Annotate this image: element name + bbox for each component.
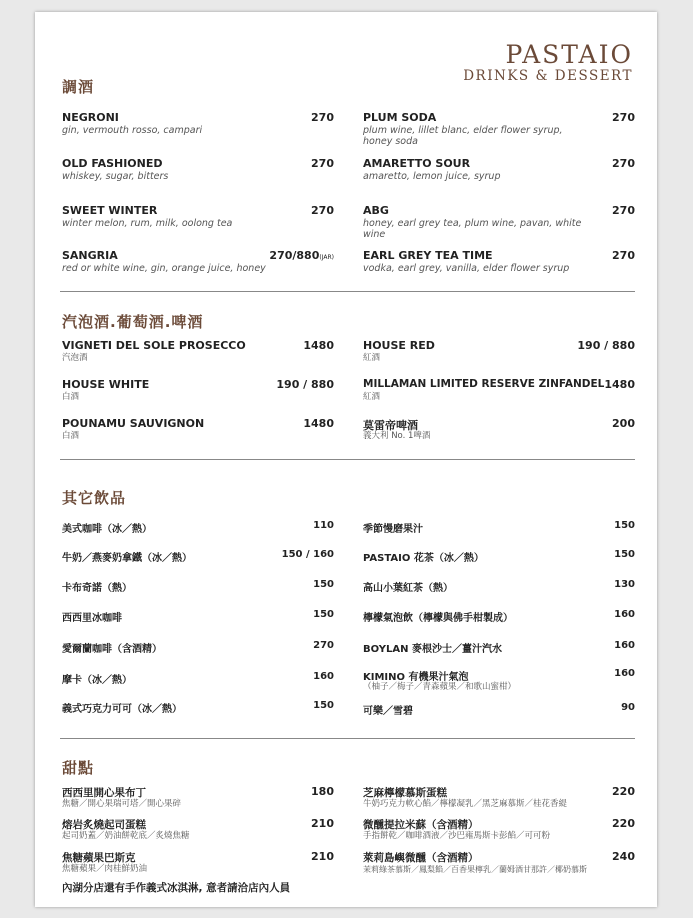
item-price: 270 bbox=[311, 157, 334, 170]
item-subtitle: 焦糖蘋果／肉桂鮮奶油 bbox=[62, 864, 148, 874]
item-price: 150 bbox=[614, 520, 635, 531]
item-price: 180 bbox=[311, 785, 334, 798]
item-subtitle: （柚子／梅子／青森蘋果／和歌山蜜柑） bbox=[363, 682, 517, 692]
item-name: 芝麻檸檬慕斯蛋糕 bbox=[363, 787, 447, 799]
item-price-value: 270/880 bbox=[269, 249, 320, 262]
item-desc: red or white wine, gin, orange juice, honey bbox=[62, 263, 266, 274]
item-desc: vodka, earl grey, vanilla, elder flower syrup bbox=[363, 263, 570, 274]
item-price: 150 bbox=[313, 700, 334, 711]
item-name: VIGNETI DEL SOLE PROSECCO bbox=[62, 339, 246, 352]
item-name: 高山小葉紅茶（熱） bbox=[363, 583, 453, 594]
item-name: 季節慢磨果汁 bbox=[363, 524, 423, 535]
item-name: 愛爾蘭咖啡（含酒精） bbox=[62, 644, 162, 655]
item-price: 150 bbox=[313, 609, 334, 620]
item-subtitle: 白酒 bbox=[62, 431, 80, 441]
item-price: 160 bbox=[313, 671, 334, 682]
item-price: 270 bbox=[612, 157, 635, 170]
item-price: 160 bbox=[614, 609, 635, 620]
item-name: 卡布奇諾（熱） bbox=[62, 583, 132, 594]
item-price: 220 bbox=[612, 817, 635, 830]
item-subtitle: 白酒 bbox=[62, 392, 80, 402]
item-price: 270 bbox=[313, 640, 334, 651]
item-name: EARL GREY TEA TIME bbox=[363, 249, 493, 262]
section-title-cocktails: 調酒 bbox=[62, 78, 95, 96]
item-name: HOUSE WHITE bbox=[62, 378, 150, 391]
item-name: AMARETTO SOUR bbox=[363, 157, 471, 170]
brand-logo bbox=[463, 42, 633, 84]
item-name: 美式咖啡（冰／熱） bbox=[62, 524, 152, 535]
menu-page bbox=[35, 12, 657, 907]
item-price: 130 bbox=[614, 579, 635, 590]
item-desc: whiskey, sugar, bitters bbox=[62, 171, 169, 182]
item-name: 萊莉島嶼微醺（含酒精） bbox=[363, 852, 479, 864]
item-subtitle: 紅酒 bbox=[363, 392, 381, 402]
item-name: SWEET WINTER bbox=[62, 204, 158, 217]
item-subtitle: 起司奶蓋／奶油餅乾底／炙燒焦糖 bbox=[62, 831, 190, 841]
item-price: 150 / 160 bbox=[281, 549, 334, 560]
item-subtitle: 手指餅乾／咖啡酒液／沙巴雍馬斯卡彭餡／可可粉 bbox=[363, 831, 551, 841]
item-price: 150 bbox=[614, 549, 635, 560]
item-price: 1480 bbox=[303, 339, 334, 352]
item-price: 1480 bbox=[604, 378, 635, 391]
item-name: 微醺提拉米蘇（含酒精） bbox=[363, 819, 479, 831]
item-price: 90 bbox=[621, 702, 635, 713]
item-subtitle: 紅酒 bbox=[363, 353, 381, 363]
item-price: 270 bbox=[612, 204, 635, 217]
item-name: 焦糖蘋果巴斯克 bbox=[62, 852, 136, 864]
item-price: 210 bbox=[311, 817, 334, 830]
item-price: 240 bbox=[612, 850, 635, 863]
item-price: 190 / 880 bbox=[276, 378, 334, 391]
item-price: 160 bbox=[614, 640, 635, 651]
section-divider bbox=[60, 459, 635, 460]
item-subtitle: 茉莉綠茶慕斯／鳳梨餡／百香果檸乳／蘭姆酒甘那許／椰奶慕斯 bbox=[363, 865, 587, 874]
item-price: 160 bbox=[614, 668, 635, 679]
item-name: POUNAMU SAUVIGNON bbox=[62, 417, 205, 430]
item-name: OLD FASHIONED bbox=[62, 157, 163, 170]
item-price bbox=[269, 249, 334, 262]
item-price: 270 bbox=[612, 111, 635, 124]
item-desc: amaretto, lemon juice, syrup bbox=[363, 171, 501, 182]
item-price: 270 bbox=[311, 111, 334, 124]
footer-note: 內湖分店還有手作義式冰淇淋, 意者請洽店內人員 bbox=[62, 882, 291, 894]
section-title-other-drinks: 其它飲品 bbox=[62, 489, 127, 507]
item-name: PASTAIO 花茶（冰／熱） bbox=[363, 553, 484, 564]
item-name: 莫雷帝啤酒 bbox=[363, 419, 418, 432]
item-price: 220 bbox=[612, 785, 635, 798]
item-price: 110 bbox=[313, 520, 334, 531]
item-name: BOYLAN 麥根沙士／薑汁汽水 bbox=[363, 644, 502, 655]
item-name: 檸檬氣泡飲（檸檬與佛手柑製成） bbox=[363, 613, 513, 624]
item-price-unit: (JAR) bbox=[319, 254, 334, 261]
item-price: 1480 bbox=[303, 417, 334, 430]
item-name: 西西里開心果布丁 bbox=[62, 787, 146, 799]
item-subtitle: 汽泡酒 bbox=[62, 353, 88, 363]
item-name: 熔岩炙燒起司蛋糕 bbox=[62, 819, 146, 831]
item-subtitle: 牛奶巧克力軟心餡／檸檬凝乳／黑芝麻慕斯／桂花香緹 bbox=[363, 799, 568, 809]
section-title-wine: 汽泡酒.葡萄酒.啤酒 bbox=[62, 313, 204, 331]
item-price: 270 bbox=[311, 204, 334, 217]
item-price: 150 bbox=[313, 579, 334, 590]
item-price: 200 bbox=[612, 417, 635, 430]
item-desc: winter melon, rum, milk, oolong tea bbox=[62, 218, 233, 229]
item-name: PLUM SODA bbox=[363, 111, 437, 124]
item-subtitle: 焦糖／開心果瑞可塔／開心果碎 bbox=[62, 799, 182, 809]
item-price: 270 bbox=[612, 249, 635, 262]
item-price: 210 bbox=[311, 850, 334, 863]
section-divider bbox=[60, 738, 635, 739]
item-name: 可樂／雪碧 bbox=[363, 706, 413, 717]
item-name: 義式巧克力可可（冰／熱） bbox=[62, 704, 182, 715]
item-name: KIMINO 有機果汁氣泡 bbox=[363, 672, 469, 683]
item-name: NEGRONI bbox=[62, 111, 119, 124]
brand-tagline: DRINKS & DESSERT bbox=[463, 68, 633, 84]
item-price: 190 / 880 bbox=[577, 339, 635, 352]
section-title-dessert: 甜點 bbox=[62, 759, 95, 777]
item-desc: plum wine, lillet blanc, elder flower syrup, honey soda bbox=[363, 125, 563, 147]
item-desc: honey, earl grey tea, plum wine, pavan, white wine bbox=[363, 218, 582, 240]
item-name: HOUSE RED bbox=[363, 339, 435, 352]
item-name: 西西里冰咖啡 bbox=[62, 613, 122, 624]
item-name: MILLAMAN LIMITED RESERVE ZINFANDEL bbox=[363, 378, 605, 390]
item-name: 牛奶／燕麥奶拿鐵（冰／熱） bbox=[62, 553, 192, 564]
item-name: SANGRIA bbox=[62, 249, 118, 262]
brand-name: PASTAIO bbox=[505, 40, 633, 69]
section-divider bbox=[60, 291, 635, 292]
item-name: ABG bbox=[363, 204, 389, 217]
item-name: 摩卡（冰／熱） bbox=[62, 675, 132, 686]
item-desc: gin, vermouth rosso, campari bbox=[62, 125, 203, 136]
item-subtitle: 義大利 No. 1啤酒 bbox=[363, 431, 431, 441]
